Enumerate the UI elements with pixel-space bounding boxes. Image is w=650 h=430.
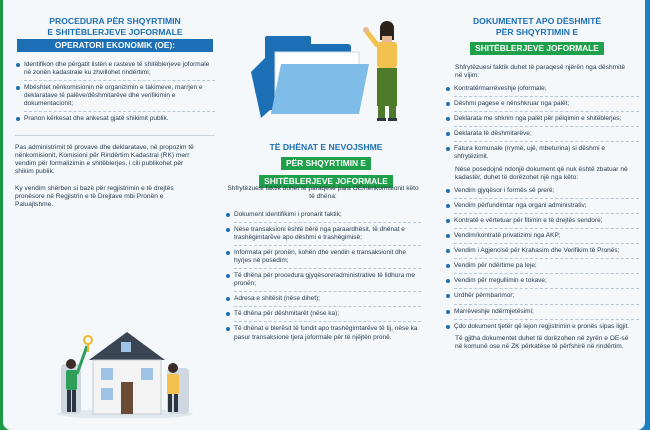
brochure-sheet — [3, 0, 645, 430]
documents-heading-line1: DOKUMENTET APO DËSHMITË — [472, 16, 602, 26]
list-item: Dëshmi pagese e nënshkruar nga palët; — [445, 100, 639, 108]
documents-outro: Të gjitha dokumentet duhet të dorëzohen në zyrën e OE-së në komunë ose në ZK përkatëse të përfshirë në rindërtim. — [455, 334, 629, 350]
required-data-heading-bar1: PËR SHQYRTIMIN E — [281, 157, 371, 170]
list-item: Pranon kërkesat dhe ankesat gjatë shikimit publik. — [15, 115, 215, 123]
list-item: Urdhër përmbarimor; — [445, 292, 639, 300]
list-item: Mbështet nënkomisionin në organizimin e takimeve, marrjen e deklaratave të palëve/dëshmitarëve dhe verifikimin e dokumentacionit; — [15, 84, 215, 108]
documents-mid-paragraph: Nëse posedojnë ndonjë dokument që nuk është zbatuar në kadastër, duhet të dorëzohet një nga këto: — [455, 166, 628, 182]
divider — [454, 198, 639, 199]
required-data-body — [225, 185, 421, 342]
list-item: Fatura komunale (rrymë, ujë, mbeturina) si dëshmi e shfrytëzimit. — [445, 145, 639, 161]
documents-column — [435, 0, 639, 351]
divider — [454, 228, 639, 229]
required-data-heading — [225, 142, 427, 189]
informal-evidence-list — [435, 85, 639, 162]
required-data-heading-bar2: SHITËBLERJEVE JOFORMALE — [259, 175, 393, 188]
list-item: Informata për pronën, kohën dhe vendin e transaksionit dhe hyrjes në posedim; — [225, 249, 421, 265]
divider — [234, 291, 421, 292]
list-item: Marrëveshje ndërmjetësimi; — [445, 308, 639, 316]
divider — [454, 141, 639, 142]
list-item: Adresa e shitësit (nëse dihet); — [225, 295, 421, 303]
folder-woman-illustration — [241, 14, 411, 122]
list-item: Vendim për ndërtime pa leje; — [445, 262, 639, 270]
procedure-heading — [15, 16, 215, 52]
procedure-heading-bar: OPERATORI EKONOMIK (OE): — [17, 39, 213, 52]
required-data-heading-line1: TË DHËNAT E NEVOJSHME — [269, 142, 383, 152]
divider — [454, 319, 639, 320]
documents-heading — [435, 16, 639, 56]
divider — [234, 222, 421, 223]
list-item: Çdo dokument tjetër që lejon regjistrimin e pronës sipas ligjit. — [445, 323, 639, 331]
list-item: Vendim gjyqësor i formës së prerë; — [445, 187, 639, 195]
divider — [234, 321, 421, 322]
list-item: Vendim përfundimtar nga organi administrativ; — [445, 202, 639, 210]
divider — [454, 126, 639, 127]
divider — [24, 111, 215, 112]
list-item: Deklarata të dëshmitarëve; — [445, 130, 639, 138]
list-item: Dokument identifikimi i pronarit faktik; — [225, 211, 421, 219]
divider — [454, 111, 639, 112]
documents-intro: Shfrytëzuesi faktik duhet të paraqesë njërën nga dëshmitë në vijim: — [455, 64, 626, 80]
required-data-intro: Shfrytëzuesi faktik duhet të paraqesë para OE/nënkomisionit këto të dhëna: — [227, 185, 419, 201]
divider — [234, 245, 421, 246]
divider — [454, 243, 639, 244]
required-data-list — [225, 211, 421, 342]
section-divider — [15, 135, 215, 136]
divider — [454, 213, 639, 214]
list-item: Deklarata me shkrim nga palët për pëlqimin e shitëblerjes; — [445, 115, 639, 123]
operator-duties-list — [15, 61, 215, 124]
list-item: Kontratë e vërtetuar për fitimin e të drejtës sendore; — [445, 217, 639, 225]
procedure-heading-line1: PROCEDURA PËR SHQYRTIMIN — [49, 16, 181, 26]
list-item: Të dhënat e blerësit të fundit apo trashëgimtarëve të tij, nëse ka pasur transaksione tjera joformale për të njëjtën pronë. — [225, 325, 421, 341]
documents-heading-line2: PËR SHQYRTIMIN E — [495, 27, 579, 37]
list-item: Të dhëna për dëshmitarët (nëse ka); — [225, 310, 421, 318]
divider — [24, 80, 215, 81]
house-with-owners-illustration — [55, 316, 195, 418]
divider — [234, 268, 421, 269]
divider — [454, 304, 639, 305]
divider — [454, 258, 639, 259]
procedure-paragraph-registration: Ky vendim shërben si bazë për regjistrimin e të drejtës pronësore në Regjistrin e të Drejtave mbi Pronën e Paluajtshme. — [15, 184, 174, 209]
documents-heading-bar: SHITËBLERJEVE JOFORMALE — [470, 42, 604, 55]
list-item: Identifikon dhe përgatit listën e rasteve të shitëblerjeve joformale në zonën kadastrale ku zhvillohet rindërtimi; — [15, 61, 215, 77]
list-item: Nëse transaksioni është bërë nga paraardhësit, të dhënat e trashëgimtarëve apo dëshmi e trashëgimisë; — [225, 226, 421, 242]
divider — [454, 288, 639, 289]
list-item: Vendim/kontratë privatizimi nga AKP; — [445, 232, 639, 240]
list-item: Kontratë/marrëveshje joformale; — [445, 85, 639, 93]
list-item: Të dhëna për procedura gjyqësore/administrative të lidhura me pronën; — [225, 272, 421, 288]
divider — [234, 306, 421, 307]
list-item: Vendim i Agjencisë për Krahasim dhe Verifikim të Pronës; — [445, 247, 639, 255]
procedure-paragraph-decision: Pas administrimit të provave dhe deklaratave, në propozim të nënkomisionit, Komisioni për Rindërtim Kadastral (RK) merr vendim për formalizimin e shitëblerjes, i cili publikohet për shikim publik. — [15, 143, 194, 176]
divider — [454, 96, 639, 97]
formal-documents-list — [435, 187, 639, 331]
procedure-heading-line2: E SHITËBLERJEVE JOFORMALE — [47, 27, 183, 37]
list-item: Vendim për rregullimin e tokave; — [445, 277, 639, 285]
divider — [454, 273, 639, 274]
procedure-column — [15, 0, 215, 210]
